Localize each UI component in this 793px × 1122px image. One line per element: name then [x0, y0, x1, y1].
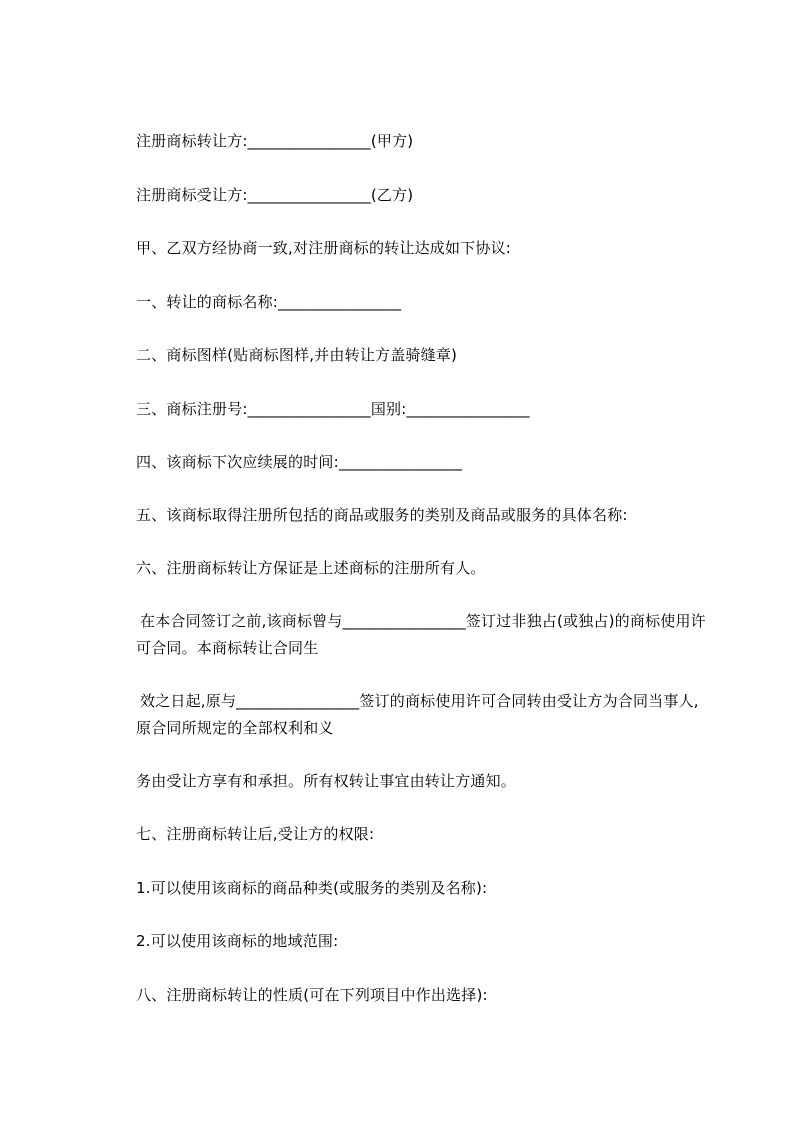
clause-1-trademark-name: 一、转让的商标名称:________________ [136, 293, 402, 311]
transferor-line: 注册商标转让方:________________(甲方) [136, 132, 414, 150]
rights-item-1: 1.可以使用该商标的商品种类(或服务的类别及名称): [136, 879, 488, 897]
clause-4-renewal-time: 四、该商标下次应续展的时间:________________ [136, 453, 463, 471]
license-paragraph-part-1: 在本合同签订之前,该商标曾与________________签订过非独占(或独占)的商标使用许可合同。本商标转让合同生 [136, 612, 706, 657]
clause-7-transferee-rights: 七、注册商标转让后,受让方的权限: [136, 825, 375, 843]
license-paragraph-part-3: 务由受让方享有和承担。所有权转让事宜由转让方通知。 [136, 772, 517, 790]
clause-3-registration-number: 三、商标注册号:________________国别:________________ [136, 400, 530, 418]
clause-5-goods-services: 五、该商标取得注册所包括的商品或服务的类别及商品或服务的具体名称: [136, 506, 628, 524]
clause-2-trademark-image: 二、商标图样(贴商标图样,并由转让方盖骑缝章) [136, 346, 458, 364]
agreement-intro: 甲、乙双方经协商一致,对注册商标的转让达成如下协议: [136, 239, 512, 257]
clause-8-transfer-nature: 八、注册商标转让的性质(可在下列项目中作出选择): [136, 986, 488, 1004]
license-paragraph-part-2: 效之日起,原与________________签订的商标使用许可合同转由受让方为合同当事人,原合同所规定的全部权利和义 [136, 692, 699, 737]
clause-6-owner-guarantee: 六、注册商标转让方保证是上述商标的注册所有人。 [136, 559, 486, 577]
rights-item-2: 2.可以使用该商标的地域范围: [136, 932, 339, 950]
transferee-line: 注册商标受让方:________________(乙方) [136, 186, 414, 204]
